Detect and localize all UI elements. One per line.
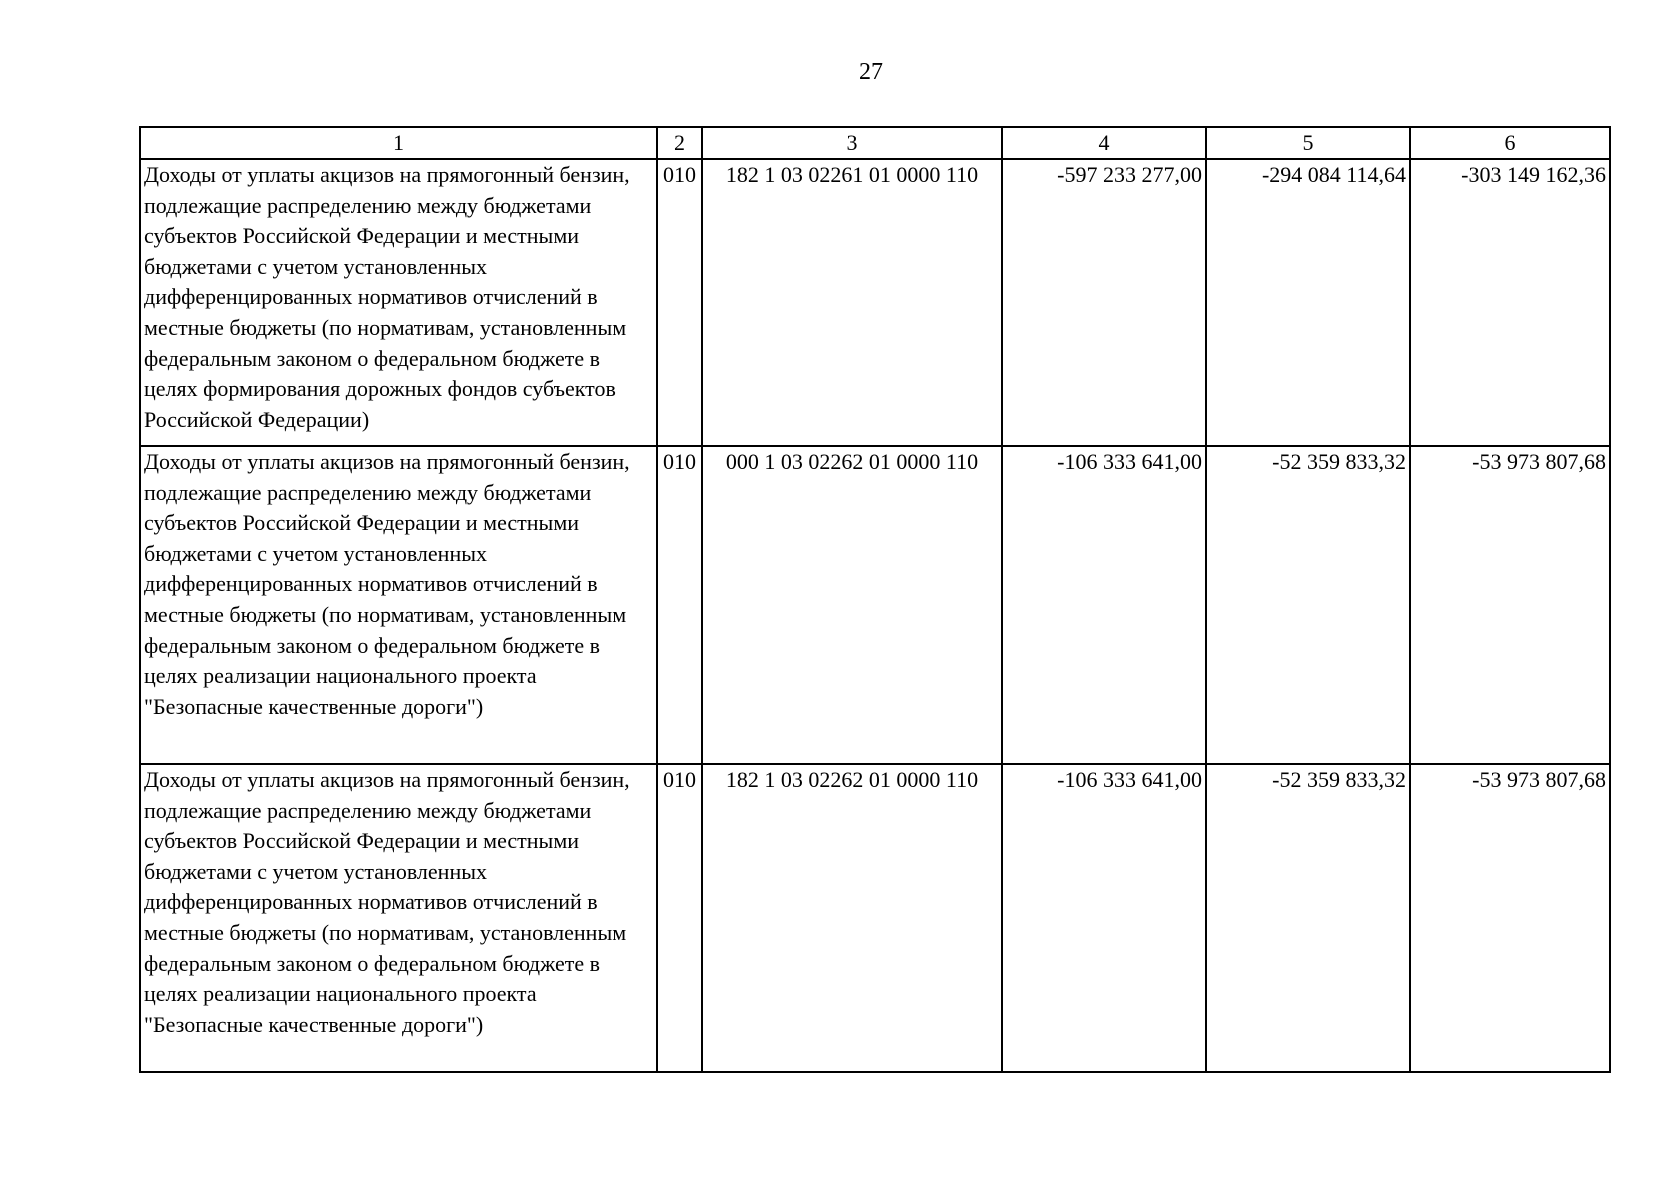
table-row [140,159,1610,446]
row-kbk: 000 1 03 02262 01 0000 110 [702,446,1002,764]
table-row [140,764,1610,1072]
header-col-3: 3 [702,127,1002,159]
budget-table [139,126,1611,1073]
row-col5-value: -294 084 114,64 [1206,159,1410,446]
row-kbk: 182 1 03 02262 01 0000 110 [702,764,1002,1072]
header-col-1: 1 [140,127,657,159]
row-kbk: 182 1 03 02261 01 0000 110 [702,159,1002,446]
row-col4-value: -106 333 641,00 [1002,764,1206,1072]
row-description: Доходы от уплаты акцизов на прямогонный бензин, подлежащие распределению между бюджетами субъектов Российской Федерации и местными бюджетами с учетом установленных дифференцированных нормативов отчислений в местные бюджеты (по нормативам, установленным федеральным законом о федеральном бюджете в целях реализации национального проекта "Безопасные качественные дороги") [140,764,657,1072]
row-code: 010 [657,764,702,1072]
row-col6-value: -53 973 807,68 [1410,446,1610,764]
header-col-5: 5 [1206,127,1410,159]
row-col4-value: -597 233 277,00 [1002,159,1206,446]
header-col-4: 4 [1002,127,1206,159]
row-code: 010 [657,446,702,764]
header-col-2: 2 [657,127,702,159]
table-body [140,159,1610,1072]
row-col4-value: -106 333 641,00 [1002,446,1206,764]
page-number: 27 [859,59,883,85]
table-row [140,446,1610,764]
row-description: Доходы от уплаты акцизов на прямогонный бензин, подлежащие распределению между бюджетами субъектов Российской Федерации и местными бюджетами с учетом установленных дифференцированных нормативов отчислений в местные бюджеты (по нормативам, установленным федеральным законом о федеральном бюджете в целях реализации национального проекта "Безопасные качественные дороги") [140,446,657,764]
table-header [140,127,1610,159]
row-col5-value: -52 359 833,32 [1206,446,1410,764]
header-row [140,127,1610,159]
row-col6-value: -53 973 807,68 [1410,764,1610,1072]
row-col6-value: -303 149 162,36 [1410,159,1610,446]
row-description: Доходы от уплаты акцизов на прямогонный бензин, подлежащие распределению между бюджетами субъектов Российской Федерации и местными бюджетами с учетом установленных дифференцированных нормативов отчислений в местные бюджеты (по нормативам, установленным федеральным законом о федеральном бюджете в целях формирования дорожных фондов субъектов Российской Федерации) [140,159,657,446]
row-code: 010 [657,159,702,446]
row-col5-value: -52 359 833,32 [1206,764,1410,1072]
header-col-6: 6 [1410,127,1610,159]
